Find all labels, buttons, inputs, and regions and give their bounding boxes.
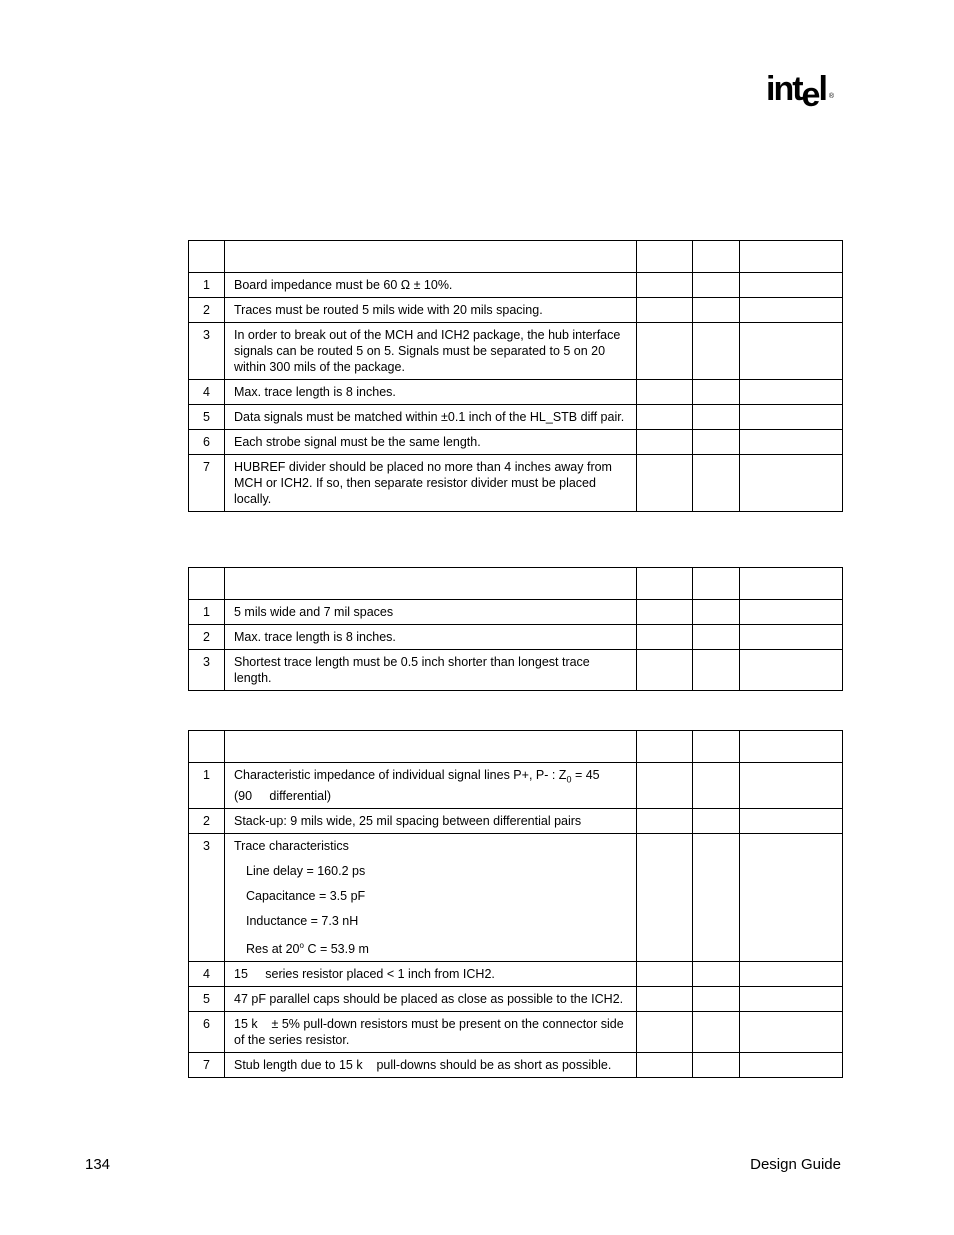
table-row: 7 HUBREF divider should be placed no more than 4 inches away from MCH or ICH2. If so, then separate resistor divider must be placed locally. bbox=[189, 455, 843, 512]
table-row: 2 Stack-up: 9 mils wide, 25 mil spacing between differential pairs bbox=[189, 808, 843, 833]
table-row: 5 Data signals must be matched within ±0.1 inch of the HL_STB diff pair. bbox=[189, 405, 843, 430]
table-row: 3 In order to break out of the MCH and ICH2 package, the hub interface signals can be routed 5 on 5. Signals must be separated to 5 on 20 within 300 mils of the package. bbox=[189, 323, 843, 380]
table-row: 2 Max. trace length is 8 inches. bbox=[189, 625, 843, 650]
table-row: 2 Traces must be routed 5 mils wide with 20 mils spacing. bbox=[189, 298, 843, 323]
usb-checklist-table bbox=[188, 730, 843, 1078]
table-row: 4 15 series resistor placed < 1 inch from ICH2. bbox=[189, 961, 843, 986]
table-row: 4 Max. trace length is 8 inches. bbox=[189, 380, 843, 405]
table-row: 5 47 pF parallel caps should be placed as close as possible to the ICH2. bbox=[189, 986, 843, 1011]
table-row: 3 Trace characteristics Line delay = 160.2 ps Capacitance = 3.5 pF Inductance = 7.3 nH Res at 20$^o$ C = 53.9 m bbox=[189, 833, 843, 961]
intel-logo: intel ® bbox=[766, 70, 835, 114]
routing-checklist-table bbox=[188, 567, 843, 691]
table-header-row bbox=[189, 731, 843, 763]
hub-interface-checklist-table bbox=[188, 240, 843, 512]
table-row: 1 5 mils wide and 7 mil spaces bbox=[189, 600, 843, 625]
table-row: 6 15 k ± 5% pull-down resistors must be present on the connector side of the series resistor. bbox=[189, 1011, 843, 1052]
table-header-row bbox=[189, 568, 843, 600]
table-header-row bbox=[189, 241, 843, 273]
table-row: 1 Characteristic impedance of individual signal lines P+, P- : $Z_0 = 45$ (90 differential) bbox=[189, 763, 843, 809]
table-row: 6 Each strobe signal must be the same length. bbox=[189, 430, 843, 455]
table-row: 1 Board impedance must be 60 Ω ± 10%. bbox=[189, 273, 843, 298]
table-row: 7 Stub length due to 15 k pull-downs should be as short as possible. bbox=[189, 1052, 843, 1077]
page-number: 134 bbox=[85, 1156, 111, 1173]
document-title: Design Guide bbox=[750, 1156, 841, 1173]
table-row: 3 Shortest trace length must be 0.5 inch shorter than longest trace length. bbox=[189, 650, 843, 691]
